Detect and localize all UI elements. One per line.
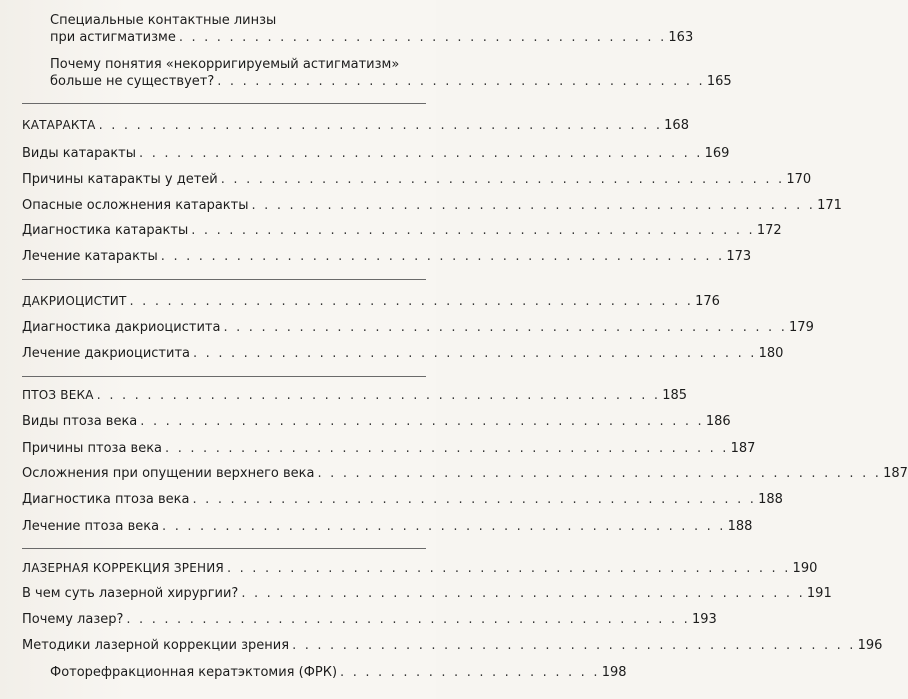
toc-entry-title: Лечение катаракты — [22, 249, 158, 264]
toc-entry — [50, 74, 732, 90]
toc-entry-page: 172 — [756, 223, 782, 238]
toc-entry-title: Лечение дакриоцистита — [22, 346, 190, 361]
leader-dots: . . . . . . . . . . . . . . . . . . . . . . . . . . . . . . . . . . . . . . . . . . . . . — [126, 612, 690, 627]
toc-entry-page: 173 — [726, 249, 752, 264]
toc-entry — [22, 346, 784, 362]
toc-entry — [22, 198, 842, 214]
toc-entry-page: 191 — [806, 586, 832, 601]
toc-entry — [22, 492, 783, 508]
toc-entry — [22, 320, 814, 336]
toc-entry-title: Диагностика птоза века — [22, 492, 190, 507]
section-divider — [22, 548, 426, 549]
toc-entry-page: 190 — [792, 561, 818, 576]
toc-entry-page: 187 — [730, 441, 756, 456]
toc-entry-page: 186 — [705, 414, 731, 429]
toc-entry-title: Причины катаракты у детей — [22, 172, 218, 187]
toc-entry — [22, 638, 883, 654]
toc-entry-page: 169 — [704, 146, 730, 161]
toc-entry-title: В чем суть лазерной хирургии? — [22, 586, 239, 601]
toc-entry — [22, 466, 908, 482]
leader-dots: . . . . . . . . . . . . . . . . . . . . . . . . . . . . . . . . . . . . . . . . . . . . . — [140, 414, 704, 429]
toc-section-heading — [22, 387, 688, 404]
leader-dots: . . . . . . . . . . . . . . . . . . . . . . . . . . . . . . . . . . . . . . . . . . . . . — [160, 249, 725, 264]
toc-entry-page: 180 — [758, 346, 784, 361]
toc-entry-page: 193 — [691, 612, 717, 627]
toc-entry — [22, 223, 782, 239]
toc-entry-title: ДАКРИОЦИСТИТ — [22, 294, 127, 308]
leader-dots: . . . . . . . . . . . . . . . . . . . . . — [340, 665, 600, 680]
toc-entry — [22, 249, 752, 265]
toc-entry-title: Виды птоза века — [22, 414, 138, 429]
toc-section-heading — [22, 560, 818, 577]
toc-entry-title: Методики лазерной коррекции зрения — [22, 638, 290, 653]
toc-entry — [22, 586, 832, 602]
toc-entry-title: Почему лазер? — [22, 612, 124, 627]
leader-dots: . . . . . . . . . . . . . . . . . . . . . . . . . . . . . . . . . . . . . . . . . . . . . — [192, 492, 757, 507]
leader-dots: . . . . . . . . . . . . . . . . . . . . . . . . . . . . . . . . . . . . . . . — [217, 74, 705, 89]
toc-entry — [50, 665, 627, 681]
toc-entry-title: при астигматизме — [50, 30, 176, 45]
toc-entry-page: 170 — [786, 172, 812, 187]
leader-dots: . . . . . . . . . . . . . . . . . . . . . . . . . . . . . . . . . . . . . . . . . . . . . — [226, 561, 791, 576]
toc-entry-page: 179 — [789, 320, 814, 335]
toc-entry-title: ПТОЗ ВЕКА — [22, 388, 94, 402]
toc-entry-page: 176 — [695, 294, 720, 309]
leader-dots: . . . . . . . . . . . . . . . . . . . . . . . . . . . . . . . . . . . . . . . . . . . . . — [191, 223, 755, 238]
leader-dots: . . . . . . . . . . . . . . . . . . . . . . . . . . . . . . . . . . . . . . . . . . . . . — [162, 519, 726, 534]
leader-dots: . . . . . . . . . . . . . . . . . . . . . . . . . . . . . . . . . . . . . . . . . . . . . — [129, 294, 694, 309]
toc-entry-page: 171 — [817, 198, 842, 213]
leader-dots: . . . . . . . . . . . . . . . . . . . . . . . . . . . . . . . . . . . . . . . . . . . . . — [251, 198, 816, 213]
toc-entry-title: Осложнения при опущении верхнего века — [22, 466, 315, 481]
toc-entry-page: 198 — [601, 665, 627, 680]
toc-entry-title: Виды катаракты — [22, 146, 137, 161]
toc-entry-title: Диагностика катаракты — [22, 223, 189, 238]
toc-entry-title: Фоторефракционная кератэктомия (ФРК) — [50, 665, 338, 680]
toc-section-heading — [22, 293, 720, 310]
leader-dots: . . . . . . . . . . . . . . . . . . . . . . . . . . . . . . . . . . . . . . . . . . . . . — [98, 118, 663, 133]
toc-entry-title: Причины птоза века — [22, 441, 163, 456]
leader-dots: . . . . . . . . . . . . . . . . . . . . . . . . . . . . . . . . . . . . . . . . . . . . . — [165, 441, 729, 456]
toc-entry — [22, 414, 731, 430]
toc-entry-page: 168 — [664, 118, 689, 133]
toc-entry-page: 196 — [857, 638, 883, 653]
toc-entry — [22, 441, 756, 457]
toc-entry-title: Диагностика дакриоцистита — [22, 320, 221, 335]
leader-dots: . . . . . . . . . . . . . . . . . . . . . . . . . . . . . . . . . . . . . . . . . . . . . — [139, 146, 703, 161]
toc-entry-page: 187 — [883, 466, 908, 481]
toc-entry-title: Лечение птоза века — [22, 519, 160, 534]
section-divider — [22, 279, 426, 280]
toc-entry — [50, 30, 694, 46]
leader-dots: . . . . . . . . . . . . . . . . . . . . . . . . . . . . . . . . . . . . . . . . . . . . . — [220, 172, 785, 187]
section-divider — [22, 103, 426, 104]
toc-entry — [22, 519, 753, 535]
leader-dots: . . . . . . . . . . . . . . . . . . . . . . . . . . . . . . . . . . . . . . . . . . . . . — [292, 638, 856, 653]
leader-dots: . . . . . . . . . . . . . . . . . . . . . . . . . . . . . . . . . . . . . . . . . . . . . — [241, 586, 805, 601]
toc-entry-title: КАТАРАКТА — [22, 118, 96, 132]
toc-entry-title: ЛАЗЕРНАЯ КОРРЕКЦИЯ ЗРЕНИЯ — [22, 561, 224, 575]
leader-dots: . . . . . . . . . . . . . . . . . . . . . . . . . . . . . . . . . . . . . . . . . . . . . — [317, 466, 882, 481]
toc-entry-page: 188 — [727, 519, 753, 534]
toc-entry-title: больше не существует? — [50, 74, 215, 89]
toc-entry-page: 165 — [706, 74, 732, 89]
toc-entry — [22, 146, 730, 162]
toc-entry-line1: Специальные контактные линзы — [50, 13, 277, 28]
toc-entry-page: 163 — [668, 30, 694, 45]
toc-section-heading — [22, 117, 689, 134]
section-divider — [22, 376, 426, 377]
leader-dots: . . . . . . . . . . . . . . . . . . . . . . . . . . . . . . . . . . . . . . . — [178, 30, 667, 45]
leader-dots: . . . . . . . . . . . . . . . . . . . . . . . . . . . . . . . . . . . . . . . . . . . . . — [223, 320, 788, 335]
leader-dots: . . . . . . . . . . . . . . . . . . . . . . . . . . . . . . . . . . . . . . . . . . . . . — [96, 388, 661, 403]
toc-entry — [22, 612, 717, 628]
leader-dots: . . . . . . . . . . . . . . . . . . . . . . . . . . . . . . . . . . . . . . . . . . . . . — [193, 346, 757, 361]
toc-entry-title: Опасные осложнения катаракты — [22, 198, 249, 213]
toc-entry-page: 185 — [662, 388, 688, 403]
toc-entry-line1: Почему понятия «некорригируемый астигматизм» — [50, 57, 400, 72]
toc-entry-page: 188 — [758, 492, 783, 507]
toc-entry — [22, 172, 812, 188]
